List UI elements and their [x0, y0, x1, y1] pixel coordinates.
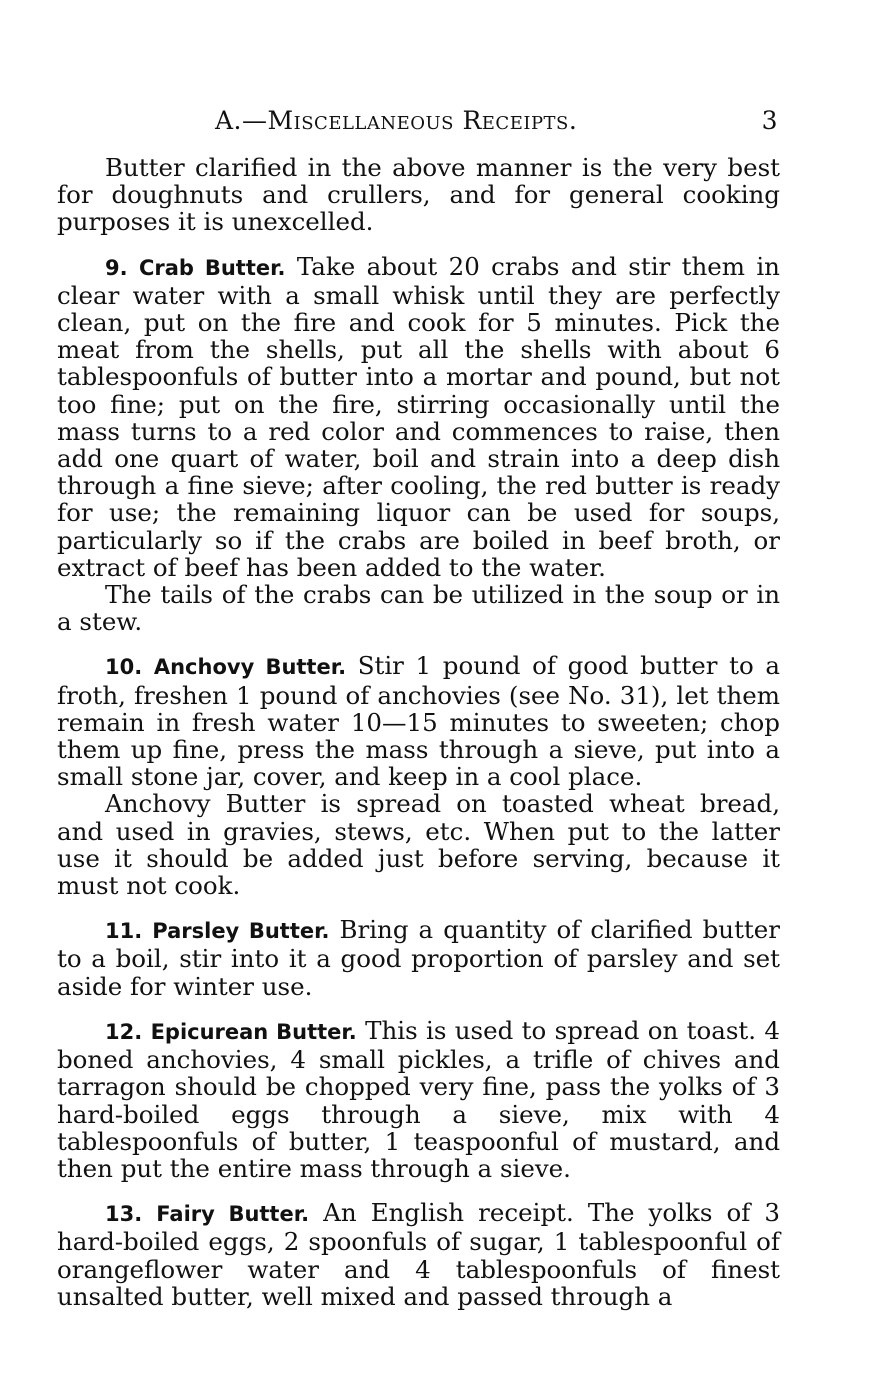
recipe-heading: Crab Butter. [138, 255, 286, 280]
recipe-text: Take about 20 crabs and stir them in clear water with a small whisk until they are perfectly clean, put on the fire and cook for 5 minutes. Pick the meat from the shells, put all the shells with about 6 tablespoonfuls of butter into a mortar and pound, but not too fine; put on the fire, stirring occasionally until the mass turns to a red color and commences to raise, then add one quart of water, boil and strain into a deep dish through a fine sieve; after cooling, the red butter is ready for use; the remaining liquor can be used for soups, particularly so if the crabs are boiled in beef broth, or extract of beef has been added to the water. [57, 251, 780, 582]
paragraph-anchovy-usage [57, 790, 780, 899]
paragraph-continuation [57, 154, 780, 236]
recipe-epicurean-butter [57, 1017, 780, 1182]
paragraph-text: Butter clarified in the above manner is the very best for doughnuts and crullers, and for general cooking purposes it is unexcelled. [57, 153, 780, 237]
recipe-number: 12. [105, 1019, 143, 1044]
recipe-text: This is used to spread on toast. 4 boned anchovies, 4 small pickles, a trifle of chives and tarragon should be chopped very fine, pass the yolks of 3 hard-boiled eggs through a sieve, mix with 4 tablespoonfuls of butter, 1 teaspoonful of mustard, and then put the entire mass through a sieve. [57, 1015, 780, 1183]
recipe-text: Bring a quantity of clarified butter to a boil, stir into it a good proportion of parsley and set aside for winter use. [57, 915, 780, 1001]
running-head [57, 100, 780, 134]
recipe-number: 9. [105, 255, 128, 280]
recipe-heading: Parsley Butter. [152, 919, 330, 944]
recipe-heading: Epicurean Butter. [150, 1019, 357, 1044]
recipe-heading: Fairy Butter. [156, 1202, 310, 1227]
book-page [57, 100, 780, 1310]
running-head-title: A.—Miscellaneous Receipts. [215, 106, 578, 135]
paragraph-crab-tails [57, 581, 780, 635]
recipe-anchovy-butter [57, 652, 780, 790]
paragraph-text: Anchovy Butter is spread on toasted wheat bread, and used in gravies, stews, etc. When put to the latter use it should be added just before serving, because it must not cook. [57, 789, 780, 901]
recipe-fairy-butter [57, 1199, 780, 1310]
recipe-number: 11. [105, 919, 143, 944]
paragraph-text: The tails of the crabs can be utilized in the soup or in a stew. [57, 580, 780, 637]
recipe-crab-butter [57, 253, 780, 581]
page-number: 3 [761, 106, 778, 135]
recipe-number: 13. [105, 1202, 143, 1227]
recipe-heading: Anchovy Butter. [153, 655, 347, 680]
recipe-parsley-butter [57, 916, 780, 1000]
recipe-text: An English receipt. The yolks of 3 hard-boiled eggs, 2 spoonfuls of sugar, 1 tablespoonful of orangeflower water and 4 tablespoonfuls of finest unsalted butter, well mixed and passed through a [57, 1198, 780, 1311]
recipe-text: Stir 1 pound of good butter to a froth, freshen 1 pound of anchovies (see No. 31), let them remain in fresh water 10—15 minutes to sweeten; chop them up fine, press the mass through a sieve, put into a small stone jar, cover, and keep in a cool place. [57, 651, 780, 792]
recipe-number: 10. [105, 655, 143, 680]
page-body [57, 154, 780, 1310]
